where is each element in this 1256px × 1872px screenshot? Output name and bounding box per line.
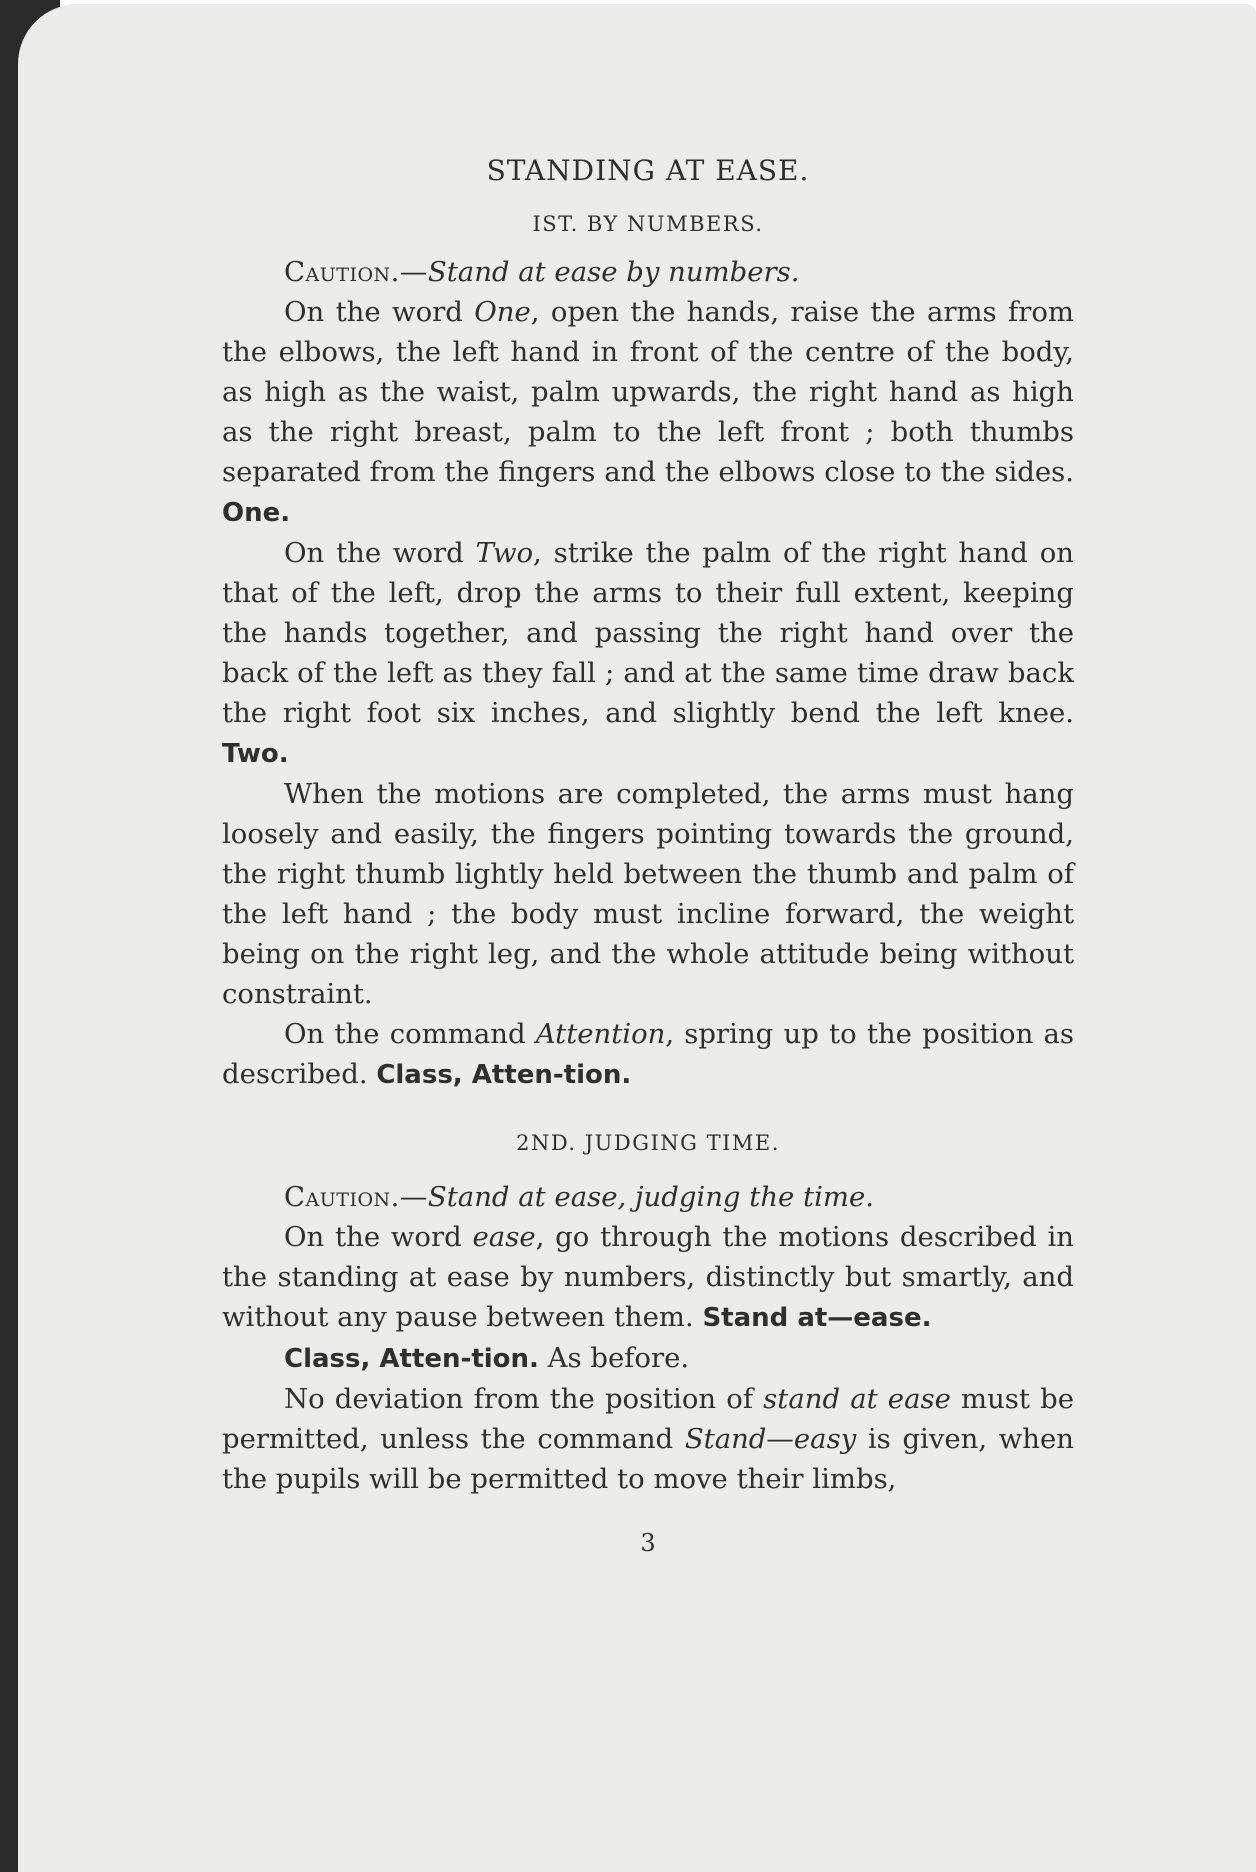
caution-label: Caution.— [284, 256, 428, 288]
section2-paragraph-3 [222, 1379, 1074, 1499]
caution-label: Caution.— [284, 1181, 428, 1213]
text-run: On the word [284, 296, 475, 328]
text-run: On the word [284, 1221, 473, 1253]
page-number: 3 [640, 1529, 656, 1557]
section1-paragraph-1 [222, 292, 1074, 533]
caution-text: Stand at ease, judging the time. [427, 1181, 874, 1213]
text-run: On the command [284, 1018, 536, 1050]
text-run: must be permitted, unless the command [222, 1383, 1074, 1455]
section1-paragraph-3: When the motions are completed, the arms must hang loosely and easily, the fingers pointing towards the ground, the right thumb lightly held between the thumb and palm of the left hand ; the body must incline forward, the weight being on the right leg, and the whole attitude being without constraint. [222, 778, 1074, 1010]
text-run: is given, when the pupils will be permitted to move their limbs, [222, 1423, 1074, 1495]
section1-paragraph-2 [222, 533, 1074, 774]
section1-caution [222, 252, 1074, 292]
section2-paragraph-1 [222, 1217, 1074, 1338]
text-run: , open the hands, raise the arms from the elbows, the left hand in front of the centre of the body, as high as the waist, palm upwards, the right hand as high as the right breast, palm to the left front ; both thumbs separated from the fingers and the elbows close to the sides. [222, 296, 1074, 488]
text-run: , go through the motions described in the standing at ease by numbers, distinctly but smartly, and without any pause between them. [222, 1221, 1074, 1333]
emphasis-word: Attention [535, 1018, 666, 1050]
command-word: Class, Atten-tion. [284, 1344, 539, 1374]
text-run: , strike the palm of the right hand on that of the left, drop the arms to their full extent, keeping the hands together, and passing the right hand over the back of the left as they fall ; and at the same time draw back the right foot six inches, and slightly bend the left knee. [222, 537, 1074, 729]
emphasis-word: Two [475, 537, 534, 569]
section1-heading: IST. BY NUMBERS. [532, 212, 764, 236]
emphasis-word: stand at ease [763, 1383, 951, 1415]
page-body [222, 150, 1074, 1563]
text-run: As before. [538, 1342, 690, 1374]
emphasis-word: One [474, 296, 531, 328]
command-word: One. [222, 498, 291, 528]
command-word: Stand at—ease. [702, 1303, 932, 1333]
text-run: , spring up to the position as described. [222, 1018, 1074, 1090]
text-run: No deviation from the position of [284, 1383, 764, 1415]
text-run: On the word [284, 537, 476, 569]
command-word: Class, Atten-tion. [376, 1060, 632, 1090]
section2-caution [222, 1177, 1074, 1217]
caution-text: Stand at ease by numbers. [427, 256, 800, 288]
emphasis-word: ease [472, 1221, 536, 1253]
section1-paragraph-4 [222, 1014, 1074, 1095]
page-title: STANDING AT EASE. [486, 154, 810, 187]
command-word: Two. [222, 739, 289, 769]
section2-heading: 2ND. JUDGING TIME. [516, 1131, 780, 1155]
emphasis-word: Stand—easy [684, 1423, 857, 1455]
section2-paragraph-2 [222, 1338, 1074, 1379]
